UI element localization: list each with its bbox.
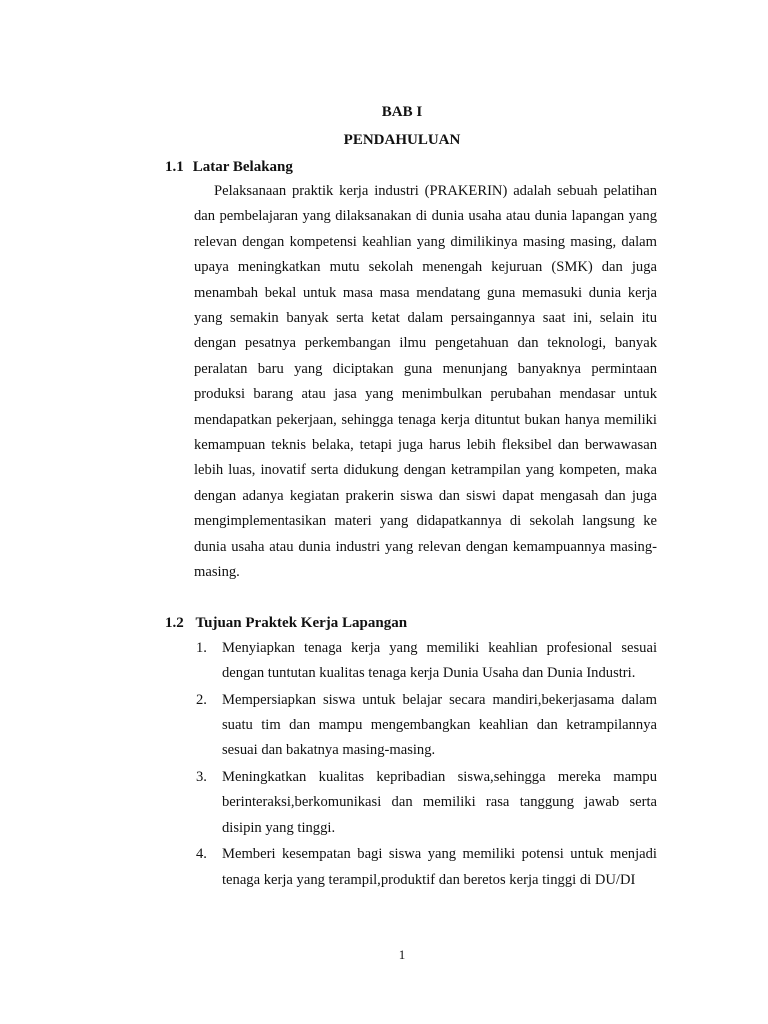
list-item-text: Meningkatkan kualitas kepribadian siswa,sehingga mereka mampu berinteraksi,berkomunikasi dan memiliki rasa tanggung jawab serta disipin yang tinggi. <box>222 769 657 836</box>
chapter-title: PENDAHULUAN <box>343 132 461 148</box>
list-marker: 2. <box>196 692 207 708</box>
list-item <box>194 636 657 686</box>
section-heading-latar-belakang <box>165 157 293 177</box>
section-heading-tujuan <box>165 613 407 633</box>
list-item <box>194 765 657 841</box>
body-paragraph: Pelaksanaan praktik kerja industri (PRAKERIN) adalah sebuah pelatihan dan pembelajaran yang dilaksanakan di dunia usaha atau dunia lapangan yang relevan dengan kompetensi keahlian yang dimilikinya masing masing, dalam upaya meningkatkan mutu sekolah menengah kejuruan (SMK) dan juga menambah bekal untuk masa masa mendatang guna memasuki dunia kerja yang semakin banyak serta ketat dalam persaingannya saat ini, selain itu dengan pesatnya perkembangan ilmu pengetahuan dan teknologi, banyak peralatan baru yang diciptakan guna menunjang banyaknya permintaan produksi barang atau jasa yang menimbulkan perubahan mendasar untuk mendapatkan pekerjaan, sehingga tenaga kerja dituntut bukan hanya memiliki kemampuan teknis belaka, tetapi juga harus lebih fleksibel dan berwawasan lebih luas, inovatif serta didukung dengan ketrampilan yang kompeten, maka dengan adanya kegiatan prakerin siswa dan siswi dapat mengasah dan juga mengimplementasikan materi yang didapatkannya di sekolah langsung ke dunia usaha atau dunia industri yang relevan dengan kemampuannya masing-masing. <box>194 183 657 581</box>
list-item <box>194 842 657 892</box>
list-item-text: Mempersiapkan siswa untuk belajar secara mandiri,bekerjasama dalam suatu tim dan mampu mengembangkan keahlian dan ketrampilannya sesuai dan bakatnya masing-masing. <box>222 692 657 759</box>
objectives-list <box>194 636 657 894</box>
page-number: 1 <box>398 947 406 962</box>
section-number: 1.2 <box>165 615 184 631</box>
list-item-text: Memberi kesempatan bagi siswa yang memiliki potensi untuk menjadi tenaga kerja yang terampil,produktif dan beretos kerja tinggi di DU/DI <box>222 846 657 888</box>
list-marker: 3. <box>196 769 207 786</box>
list-marker: 4. <box>196 846 207 863</box>
chapter-number: BAB I <box>381 104 423 120</box>
list-marker: 1. <box>196 640 207 656</box>
list-item <box>194 688 657 764</box>
section-title: Latar Belakang <box>192 159 293 175</box>
list-item-text: Menyiapkan tenaga kerja yang memiliki keahlian profesional sesuai dengan tuntutan kualitas tenaga kerja Dunia Usaha dan Dunia Industri. <box>222 640 657 682</box>
section-number: 1.1 <box>165 159 184 175</box>
section-title: Tujuan Praktek Kerja Lapangan <box>195 615 408 631</box>
